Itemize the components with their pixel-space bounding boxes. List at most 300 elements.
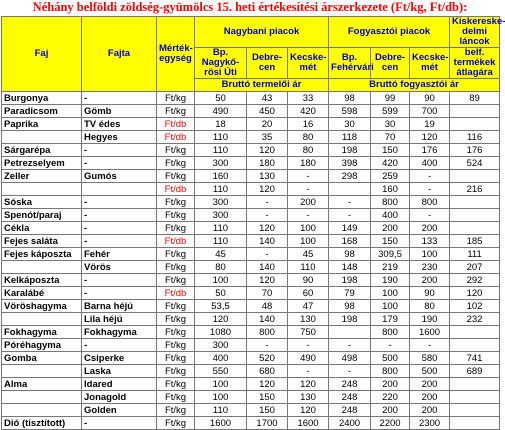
row-unit: Ft/kg xyxy=(157,196,195,209)
row-unit: Ft/kg xyxy=(157,404,195,417)
header-producer-price: Bruttó termelői ár xyxy=(195,79,329,92)
row-value: 48 xyxy=(247,300,288,313)
row-value: 45 xyxy=(195,248,247,261)
row-value xyxy=(450,118,500,131)
table-row xyxy=(2,300,500,313)
row-value: 110 xyxy=(195,131,247,144)
row-unit: Ft/db xyxy=(157,287,195,300)
row-value: 298 xyxy=(329,170,371,183)
row-value: 116 xyxy=(450,131,500,144)
row-value: 800 xyxy=(410,196,450,209)
row-variety: - xyxy=(82,274,157,287)
row-value: - xyxy=(247,196,288,209)
row-unit: Ft/kg xyxy=(157,105,195,118)
row-value xyxy=(450,339,500,352)
header-consumer-col: Debre-cen xyxy=(371,48,410,79)
table-row xyxy=(2,365,500,378)
row-name: Fejes káposzta xyxy=(2,248,82,261)
row-value: 110 xyxy=(195,144,247,157)
row-value xyxy=(329,183,371,196)
row-name: Sárgarépa xyxy=(2,144,82,157)
row-value: 148 xyxy=(329,261,371,274)
row-variety: - xyxy=(82,157,157,170)
row-value: 300 xyxy=(195,196,247,209)
row-value: 120 xyxy=(247,274,288,287)
row-name: Karalábé xyxy=(2,287,82,300)
table-row xyxy=(2,144,500,157)
table-row xyxy=(2,352,500,365)
row-name xyxy=(2,365,82,378)
table-row xyxy=(2,105,500,118)
header-consumer-price: Bruttó fogyasztói ár xyxy=(329,79,500,92)
row-variety xyxy=(82,183,157,196)
row-value: 180 xyxy=(247,157,288,170)
row-value: 200 xyxy=(410,404,450,417)
row-value: 120 xyxy=(410,131,450,144)
row-unit: Ft/kg xyxy=(157,313,195,326)
row-value: 700 xyxy=(410,105,450,118)
row-variety: - xyxy=(82,209,157,222)
row-value xyxy=(450,170,500,183)
row-value: 130 xyxy=(288,391,329,404)
row-name xyxy=(2,131,82,144)
row-value: 150 xyxy=(371,144,410,157)
row-name: Kelkáposzta xyxy=(2,274,82,287)
row-value: 598 xyxy=(329,105,371,118)
row-value: 800 xyxy=(371,326,410,339)
row-value: 18 xyxy=(195,118,247,131)
row-value: 179 xyxy=(371,313,410,326)
row-name: Alma xyxy=(2,378,82,391)
row-unit: Ft/kg xyxy=(157,326,195,339)
row-variety: Idared xyxy=(82,378,157,391)
row-value: 309,5 xyxy=(371,248,410,261)
row-value: 110 xyxy=(195,183,247,196)
row-value: - xyxy=(410,339,450,352)
row-value: 176 xyxy=(410,144,450,157)
row-value: 33 xyxy=(288,92,329,105)
row-value: 500 xyxy=(371,352,410,365)
row-value: 300 xyxy=(195,157,247,170)
header-retail-col: belf. termékek átlagára xyxy=(450,48,500,79)
row-variety: - xyxy=(82,196,157,209)
table-row xyxy=(2,118,500,131)
row-value: 750 xyxy=(288,326,329,339)
table-row xyxy=(2,196,500,209)
row-value: 120 xyxy=(195,313,247,326)
row-name xyxy=(2,183,82,196)
row-value: 110 xyxy=(288,261,329,274)
row-value: 70 xyxy=(371,131,410,144)
header-wholesale-col: Debre-cen xyxy=(247,48,288,79)
header-retail: Kiskereske-delmi láncok xyxy=(450,17,500,48)
row-value: 130 xyxy=(247,170,288,183)
row-name: Cékla xyxy=(2,222,82,235)
row-value: 100 xyxy=(371,287,410,300)
row-variety: Gömb xyxy=(82,105,157,118)
header-wholesale: Nagybani piacok xyxy=(195,17,329,48)
row-value: - xyxy=(410,209,450,222)
row-value: 150 xyxy=(371,235,410,248)
row-value: 1600 xyxy=(288,417,329,430)
row-value: 140 xyxy=(247,235,288,248)
row-value: 232 xyxy=(450,313,500,326)
row-value: 16 xyxy=(288,118,329,131)
row-value: 98 xyxy=(329,92,371,105)
row-value: 200 xyxy=(410,222,450,235)
row-value: - xyxy=(371,339,410,352)
row-name: Paradicsom xyxy=(2,105,82,118)
row-value: - xyxy=(247,209,288,222)
row-name xyxy=(2,261,82,274)
row-value: 200 xyxy=(371,222,410,235)
row-value: 100 xyxy=(410,248,450,261)
row-unit: Ft/kg xyxy=(157,157,195,170)
row-variety: TV édes xyxy=(82,118,157,131)
row-value xyxy=(450,209,500,222)
row-variety: - xyxy=(82,92,157,105)
row-value: 800 xyxy=(371,196,410,209)
row-value: 500 xyxy=(410,365,450,378)
table-row xyxy=(2,326,500,339)
row-value: 140 xyxy=(247,313,288,326)
table-row xyxy=(2,131,500,144)
row-unit: Ft/kg xyxy=(157,391,195,404)
row-name: Gomba xyxy=(2,352,82,365)
row-value: 53,5 xyxy=(195,300,247,313)
row-value: 19 xyxy=(410,118,450,131)
table-row xyxy=(2,417,500,430)
row-value: 400 xyxy=(371,209,410,222)
row-value: 689 xyxy=(450,365,500,378)
row-value: 580 xyxy=(410,352,450,365)
row-value xyxy=(450,404,500,417)
row-value: 50 xyxy=(195,287,247,300)
row-value: 248 xyxy=(329,404,371,417)
row-unit: Ft/kg xyxy=(157,209,195,222)
row-value: 50 xyxy=(195,92,247,105)
row-value: - xyxy=(247,248,288,261)
table-row xyxy=(2,287,500,300)
row-unit: Ft/kg xyxy=(157,261,195,274)
table-row xyxy=(2,157,500,170)
header-consumer-col: Bp. Fehérvári xyxy=(329,48,371,79)
row-value: - xyxy=(410,170,450,183)
row-value: - xyxy=(410,183,450,196)
row-unit: Ft/db xyxy=(157,131,195,144)
row-value: 176 xyxy=(450,144,500,157)
row-name: Vöröshagyma xyxy=(2,300,82,313)
row-value: 248 xyxy=(329,378,371,391)
row-value: 43 xyxy=(247,92,288,105)
row-value: 150 xyxy=(247,391,288,404)
row-value: 1080 xyxy=(195,326,247,339)
row-name: Sóska xyxy=(2,196,82,209)
row-value xyxy=(450,105,500,118)
row-value: 60 xyxy=(288,287,329,300)
row-value: 1600 xyxy=(410,326,450,339)
row-value: 2300 xyxy=(410,417,450,430)
row-variety: Barna héjú xyxy=(82,300,157,313)
row-value: 90 xyxy=(410,92,450,105)
row-variety: Vörös xyxy=(82,261,157,274)
row-value: 35 xyxy=(247,131,288,144)
row-name: Fokhagyma xyxy=(2,326,82,339)
row-value: 800 xyxy=(247,326,288,339)
row-value: 599 xyxy=(371,105,410,118)
table-row xyxy=(2,222,500,235)
row-value: 80 xyxy=(288,131,329,144)
row-value: 120 xyxy=(450,287,500,300)
row-variety: Laska xyxy=(82,365,157,378)
row-value xyxy=(450,391,500,404)
row-value xyxy=(450,326,500,339)
row-value: 200 xyxy=(410,274,450,287)
row-value: 120 xyxy=(288,404,329,417)
row-value: 490 xyxy=(288,352,329,365)
row-value: 110 xyxy=(195,235,247,248)
row-value: 180 xyxy=(288,157,329,170)
row-value: 490 xyxy=(195,105,247,118)
row-value: 120 xyxy=(288,378,329,391)
row-value: 400 xyxy=(410,157,450,170)
row-variety: Hegyes xyxy=(82,131,157,144)
row-unit: Ft/kg xyxy=(157,222,195,235)
row-value xyxy=(450,417,500,430)
row-name xyxy=(2,391,82,404)
row-value: 118 xyxy=(329,131,371,144)
row-value: 741 xyxy=(450,352,500,365)
header-faj: Faj xyxy=(2,17,82,92)
row-value: 102 xyxy=(450,300,500,313)
row-value: 30 xyxy=(371,118,410,131)
row-value: 198 xyxy=(329,313,371,326)
row-value: 168 xyxy=(329,235,371,248)
row-value: 300 xyxy=(195,209,247,222)
table-row xyxy=(2,92,500,105)
row-value: 160 xyxy=(195,170,247,183)
row-name: Spenót/paraj xyxy=(2,209,82,222)
row-value: - xyxy=(288,170,329,183)
row-value: 100 xyxy=(288,235,329,248)
row-value: 800 xyxy=(371,365,410,378)
row-name xyxy=(2,404,82,417)
row-value: 398 xyxy=(329,157,371,170)
row-value: 200 xyxy=(371,404,410,417)
header-wholesale-col: Bp. Nagykő-rösi Úti xyxy=(195,48,247,79)
row-value: 190 xyxy=(371,274,410,287)
row-value: - xyxy=(288,209,329,222)
row-value: 98 xyxy=(329,248,371,261)
row-unit: Ft/kg xyxy=(157,170,195,183)
header-fajta: Fajta xyxy=(82,17,157,92)
row-value: 207 xyxy=(450,261,500,274)
table-row xyxy=(2,183,500,196)
row-variety: Jonagold xyxy=(82,391,157,404)
row-variety: Lila héjú xyxy=(82,313,157,326)
row-value: 300 xyxy=(195,339,247,352)
row-value: 30 xyxy=(329,118,371,131)
row-unit: Ft/kg xyxy=(157,248,195,261)
row-variety: - xyxy=(82,222,157,235)
row-value: 259 xyxy=(371,170,410,183)
row-value: 150 xyxy=(247,404,288,417)
header-consumer-col: Kecske-mét xyxy=(410,48,450,79)
header-wholesale-col: Kecske-mét xyxy=(288,48,329,79)
row-unit: Ft/kg xyxy=(157,365,195,378)
row-value: 198 xyxy=(329,144,371,157)
row-value: 198 xyxy=(329,274,371,287)
row-value: 110 xyxy=(195,404,247,417)
row-value: 400 xyxy=(195,352,247,365)
row-value: 140 xyxy=(247,261,288,274)
row-variety: Golden xyxy=(82,404,157,417)
row-value: 98 xyxy=(329,300,371,313)
row-name: Póréhagyma xyxy=(2,339,82,352)
table-row xyxy=(2,378,500,391)
row-value: - xyxy=(288,339,329,352)
row-variety: Fokhagyma xyxy=(82,326,157,339)
row-value: 220 xyxy=(371,391,410,404)
row-value: 47 xyxy=(288,300,329,313)
row-unit: Ft/kg xyxy=(157,274,195,287)
row-value: 100 xyxy=(195,274,247,287)
row-unit: Ft/kg xyxy=(157,417,195,430)
row-value: 100 xyxy=(371,300,410,313)
table-row xyxy=(2,339,500,352)
row-value xyxy=(450,222,500,235)
row-value: 79 xyxy=(329,287,371,300)
row-value: - xyxy=(329,196,371,209)
row-variety: Fehér xyxy=(82,248,157,261)
row-value: - xyxy=(288,183,329,196)
row-unit: Ft/db xyxy=(157,183,195,196)
row-value: 89 xyxy=(450,92,500,105)
row-value: 498 xyxy=(329,352,371,365)
row-value: 420 xyxy=(371,157,410,170)
row-value: 20 xyxy=(247,118,288,131)
row-value: 190 xyxy=(410,313,450,326)
row-value: 110 xyxy=(195,222,247,235)
row-value: 450 xyxy=(247,105,288,118)
row-unit: Ft/kg xyxy=(157,378,195,391)
row-value: 99 xyxy=(371,92,410,105)
row-value: 2400 xyxy=(329,417,371,430)
row-value: 80 xyxy=(195,261,247,274)
row-value: 219 xyxy=(371,261,410,274)
row-value: 230 xyxy=(410,261,450,274)
table-row xyxy=(2,313,500,326)
row-value: 550 xyxy=(195,365,247,378)
row-value: 120 xyxy=(247,183,288,196)
row-value: 120 xyxy=(247,222,288,235)
row-value: 90 xyxy=(288,274,329,287)
row-value: 524 xyxy=(450,157,500,170)
row-name: Zeller xyxy=(2,170,82,183)
row-variety: - xyxy=(82,417,157,430)
header-consumer: Fogyasztói piacok xyxy=(329,17,450,48)
table-row xyxy=(2,248,500,261)
row-value: 80 xyxy=(288,144,329,157)
row-value: 1700 xyxy=(247,417,288,430)
row-value: 420 xyxy=(288,105,329,118)
table-row xyxy=(2,235,500,248)
row-value: 100 xyxy=(195,378,247,391)
row-value: 680 xyxy=(247,365,288,378)
row-variety: Csiperke xyxy=(82,352,157,365)
row-value: - xyxy=(329,209,371,222)
row-value: 185 xyxy=(450,235,500,248)
row-name xyxy=(2,313,82,326)
row-value: 70 xyxy=(247,287,288,300)
row-value: 45 xyxy=(288,248,329,261)
row-value: 149 xyxy=(329,222,371,235)
row-value: 130 xyxy=(288,313,329,326)
table-row xyxy=(2,274,500,287)
price-table xyxy=(1,16,505,430)
row-unit: Ft/db xyxy=(157,235,195,248)
row-value: 100 xyxy=(288,222,329,235)
row-value: 216 xyxy=(450,183,500,196)
header-unit: Mérték-egység xyxy=(157,17,195,92)
row-value: 200 xyxy=(410,391,450,404)
row-value xyxy=(329,326,371,339)
row-variety: Gumós xyxy=(82,170,157,183)
row-unit: Ft/kg xyxy=(157,339,195,352)
row-value: 200 xyxy=(410,378,450,391)
row-name: Petrezselyem xyxy=(2,157,82,170)
row-variety: - xyxy=(82,287,157,300)
row-value xyxy=(450,378,500,391)
row-name: Fejes saláta xyxy=(2,235,82,248)
row-name: Dió (tisztított) xyxy=(2,417,82,430)
row-unit: Ft/db xyxy=(157,118,195,131)
row-value: 100 xyxy=(195,391,247,404)
row-value: - xyxy=(247,339,288,352)
row-unit: Ft/kg xyxy=(157,144,195,157)
row-value: 200 xyxy=(288,196,329,209)
row-value: 120 xyxy=(247,378,288,391)
row-value: 133 xyxy=(410,235,450,248)
row-value: - xyxy=(329,365,371,378)
table-row xyxy=(2,404,500,417)
row-value: - xyxy=(288,365,329,378)
row-variety: - xyxy=(82,144,157,157)
row-unit: Ft/kg xyxy=(157,352,195,365)
row-unit: Ft/kg xyxy=(157,92,195,105)
row-value: 90 xyxy=(410,287,450,300)
row-value: 120 xyxy=(247,144,288,157)
row-variety: - xyxy=(82,235,157,248)
row-name: Paprika xyxy=(2,118,82,131)
page-title: Néhány belföldi zöldség-gyümölcs 15. heti értékesítési árszerkezete (Ft/kg, Ft/db): xyxy=(32,0,468,14)
table-row xyxy=(2,261,500,274)
row-value xyxy=(450,196,500,209)
table-row xyxy=(2,209,500,222)
row-value: 200 xyxy=(371,378,410,391)
row-name: Burgonya xyxy=(2,92,82,105)
row-value: 248 xyxy=(329,391,371,404)
row-value: 160 xyxy=(371,183,410,196)
row-value: 292 xyxy=(450,274,500,287)
row-value: - xyxy=(329,339,371,352)
row-value: 2200 xyxy=(371,417,410,430)
row-value: 80 xyxy=(410,300,450,313)
row-value: 1600 xyxy=(195,417,247,430)
table-row xyxy=(2,391,500,404)
row-value: 111 xyxy=(450,248,500,261)
row-value: 520 xyxy=(247,352,288,365)
